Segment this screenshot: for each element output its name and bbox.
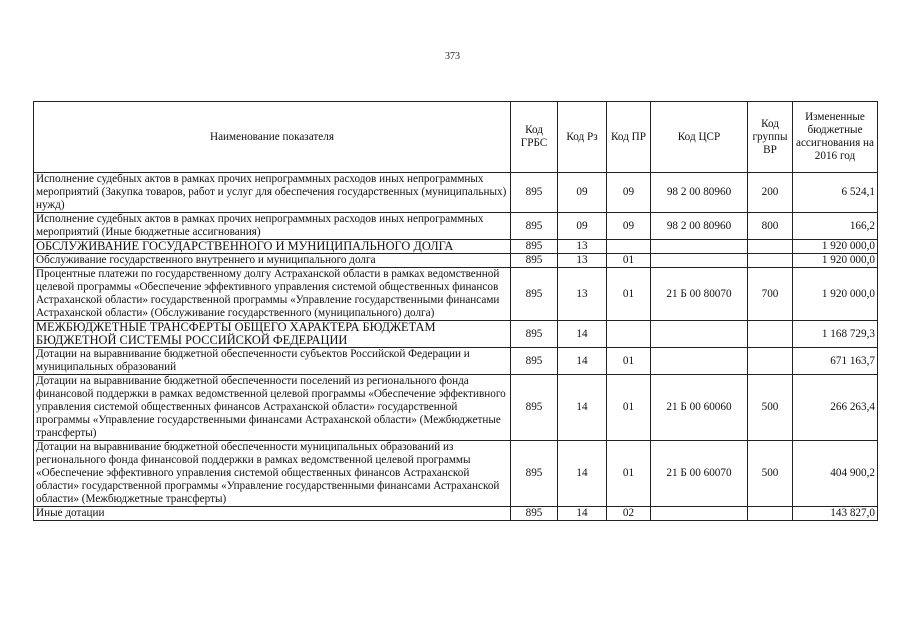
cell-grbs: 895	[511, 268, 558, 321]
cell-pr: 01	[607, 375, 651, 441]
header-rz: Код Рз	[558, 102, 607, 173]
cell-amount: 143 827,0	[793, 507, 878, 521]
header-grbs: Код ГРБС	[511, 102, 558, 173]
cell-pr: 01	[607, 348, 651, 375]
cell-amount: 404 900,2	[793, 441, 878, 507]
cell-grbs: 895	[511, 173, 558, 213]
cell-rz: 14	[558, 348, 607, 375]
cell-pr	[607, 240, 651, 254]
cell-pr: 01	[607, 268, 651, 321]
cell-vr: 800	[748, 213, 793, 240]
table-row	[34, 441, 878, 507]
cell-pr: 09	[607, 173, 651, 213]
cell-amount: 1 168 729,3	[793, 321, 878, 348]
cell-amount: 1 920 000,0	[793, 240, 878, 254]
cell-rz: 09	[558, 213, 607, 240]
cell-csr: 98 2 00 80960	[651, 213, 748, 240]
cell-grbs: 895	[511, 240, 558, 254]
cell-vr: 700	[748, 268, 793, 321]
cell-grbs: 895	[511, 321, 558, 348]
cell-name: ОБСЛУЖИВАНИЕ ГОСУДАРСТВЕННОГО И МУНИЦИПАЛЬНОГО ДОЛГА	[34, 240, 511, 254]
page-number: 373	[445, 51, 460, 62]
cell-csr	[651, 507, 748, 521]
cell-vr	[748, 254, 793, 268]
table-row	[34, 240, 878, 254]
header-amount: Измененные бюджетные ассигнования на 2016 год	[793, 102, 878, 173]
cell-rz: 13	[558, 268, 607, 321]
cell-name: МЕЖБЮДЖЕТНЫЕ ТРАНСФЕРТЫ ОБЩЕГО ХАРАКТЕРА БЮДЖЕТАМ БЮДЖЕТНОЙ СИСТЕМЫ РОССИЙСКОЙ ФЕДЕРАЦИИ	[34, 321, 511, 348]
cell-rz: 14	[558, 375, 607, 441]
cell-pr: 01	[607, 441, 651, 507]
cell-vr: 500	[748, 441, 793, 507]
header-vr: Код группы ВР	[748, 102, 793, 173]
cell-rz: 09	[558, 173, 607, 213]
cell-vr	[748, 507, 793, 521]
cell-name: Обслуживание государственного внутреннего и муниципального долга	[34, 254, 511, 268]
cell-vr	[748, 321, 793, 348]
cell-amount: 1 920 000,0	[793, 268, 878, 321]
cell-name: Дотации на выравнивание бюджетной обеспеченности поселений из регионального фонда финансовой поддержки в рамках ведомственной целевой программы «Обеспечение эффективного управления системой общественных финансов Астраханской области» государственной программы «Управление государственными финансами Астраханской области» (Межбюджетные трансферты)	[34, 375, 511, 441]
cell-csr: 98 2 00 80960	[651, 173, 748, 213]
cell-vr	[748, 348, 793, 375]
cell-amount: 671 163,7	[793, 348, 878, 375]
cell-grbs: 895	[511, 254, 558, 268]
cell-vr	[748, 240, 793, 254]
cell-csr	[651, 321, 748, 348]
cell-amount: 1 920 000,0	[793, 254, 878, 268]
cell-grbs: 895	[511, 507, 558, 521]
table-header-row	[34, 102, 878, 173]
table-row	[34, 173, 878, 213]
table-row	[34, 375, 878, 441]
cell-name: Процентные платежи по государственному долгу Астраханской области в рамках ведомственной целевой программы «Обеспечение эффективного управления системой общественных финансов Астраханской области» государственной программы «Управление государственными финансами Астраханской области» (Обслуживание государственного (муниципального) долга)	[34, 268, 511, 321]
budget-table	[33, 101, 878, 521]
cell-csr	[651, 240, 748, 254]
cell-csr: 21 Б 00 60060	[651, 375, 748, 441]
cell-grbs: 895	[511, 348, 558, 375]
table-row	[34, 321, 878, 348]
cell-name: Дотации на выравнивание бюджетной обеспеченности субъектов Российской Федерации и муниципальных образований	[34, 348, 511, 375]
header-pr: Код ПР	[607, 102, 651, 173]
table-row	[34, 254, 878, 268]
cell-rz: 13	[558, 240, 607, 254]
cell-pr: 01	[607, 254, 651, 268]
cell-grbs: 895	[511, 375, 558, 441]
cell-name: Иные дотации	[34, 507, 511, 521]
cell-csr	[651, 254, 748, 268]
table-row	[34, 507, 878, 521]
cell-rz: 14	[558, 507, 607, 521]
cell-name: Дотации на выравнивание бюджетной обеспеченности муниципальных образований из регионального фонда финансовой поддержки в рамках ведомственной целевой программы «Обеспечение эффективного управления системой общественных финансов Астраханской области» государственной программы «Управление государственными финансами Астраханской области» (Межбюджетные трансферты)	[34, 441, 511, 507]
table-row	[34, 213, 878, 240]
table-row	[34, 268, 878, 321]
cell-vr: 200	[748, 173, 793, 213]
table-row	[34, 348, 878, 375]
cell-name: Исполнение судебных актов в рамках прочих непрограммных расходов иных непрограммных мероприятий (Иные бюджетные ассигнования)	[34, 213, 511, 240]
header-csr: Код ЦСР	[651, 102, 748, 173]
cell-csr	[651, 348, 748, 375]
cell-amount: 166,2	[793, 213, 878, 240]
cell-amount: 266 263,4	[793, 375, 878, 441]
cell-name: Исполнение судебных актов в рамках прочих непрограммных расходов иных непрограммных мероприятий (Закупка товаров, работ и услуг для обеспечения государственных (муниципальных) нужд)	[34, 173, 511, 213]
cell-pr: 09	[607, 213, 651, 240]
cell-rz: 14	[558, 321, 607, 348]
cell-pr: 02	[607, 507, 651, 521]
cell-amount: 6 524,1	[793, 173, 878, 213]
cell-grbs: 895	[511, 213, 558, 240]
cell-rz: 13	[558, 254, 607, 268]
cell-csr: 21 Б 00 60070	[651, 441, 748, 507]
cell-grbs: 895	[511, 441, 558, 507]
header-name: Наименование показателя	[34, 102, 511, 173]
cell-rz: 14	[558, 441, 607, 507]
cell-vr: 500	[748, 375, 793, 441]
cell-csr: 21 Б 00 80070	[651, 268, 748, 321]
cell-pr	[607, 321, 651, 348]
